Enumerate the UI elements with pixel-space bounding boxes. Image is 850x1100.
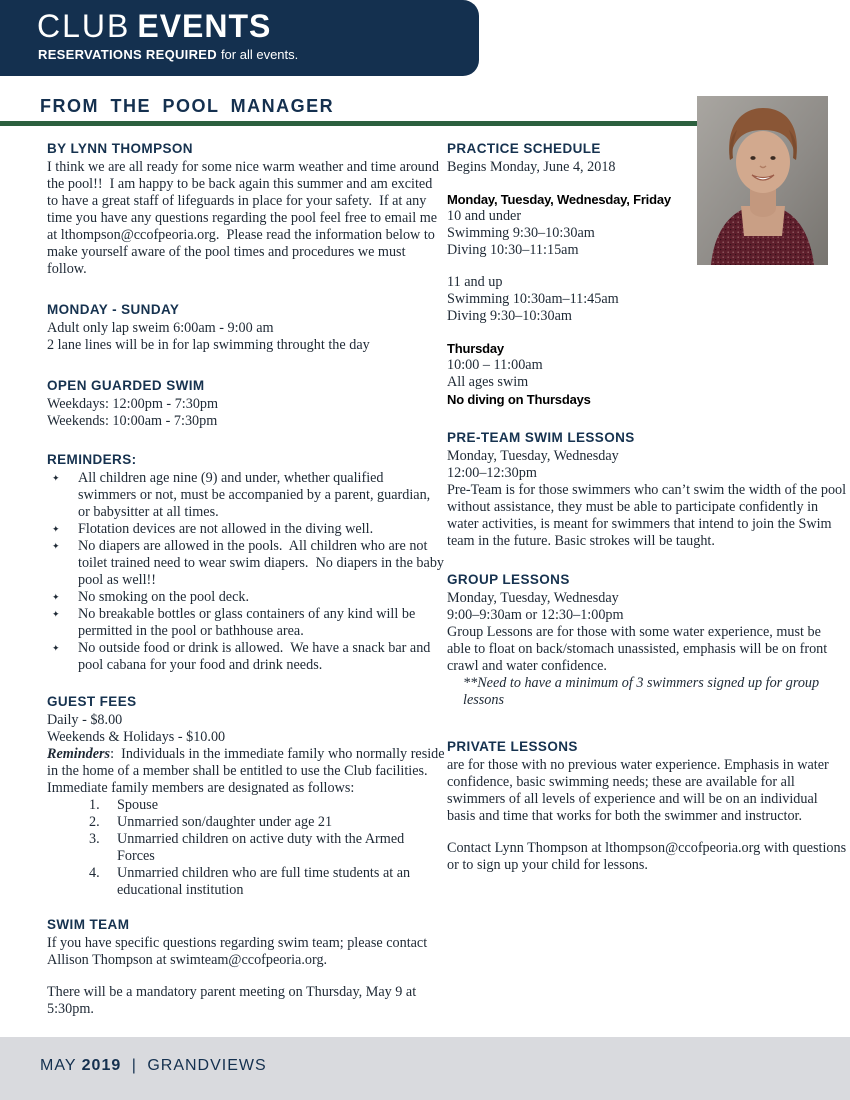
page-title: FROM THE POOL MANAGER	[40, 96, 335, 116]
list-item: ✦ No breakable bottles or glass containers of any kind will be permitted in the pool or bathhouse area.	[47, 606, 445, 640]
guest-fees-paragraph: Reminders: Individuals in the immediate family who normally reside in the home of a member shall be entitled to use the Club facilities. Immediate family members are designated as follows:	[47, 746, 449, 796]
reminders-heading: REMINDERS:	[47, 452, 137, 467]
list-number: 1.	[89, 797, 100, 813]
guest-fees-heading: GUEST FEES	[47, 694, 137, 709]
bullet-icon: ✦	[52, 473, 60, 483]
list-item: 4. Unmarried children who are full time students at an educational institution	[89, 865, 414, 898]
practice-line: Diving 10:30–11:15am	[447, 242, 579, 258]
monday-sunday-section	[47, 302, 445, 354]
practice-schedule-section	[447, 141, 848, 408]
list-item: 1. Spouse	[89, 797, 158, 813]
monday-sunday-line: 2 lane lines will be in for lap swimming throught the day	[47, 337, 370, 353]
group-line: Monday, Tuesday, Wednesday	[447, 590, 619, 606]
header-subtitle-rest: for all events.	[220, 47, 299, 62]
group-paragraph: Group Lessons are for those with some water experience, must be able to float on back/stomach unassisted, emphasis will be on front crawl and water confidence.	[447, 624, 831, 674]
private-paragraph: are for those with no previous water experience. Emphasis in water confidence, basic swimming needs; these are available for all swimmers of all levels of experience and will be on an individual basis and time that works for both the swimmer and instructor.	[447, 757, 833, 824]
list-item: ✦ All children age nine (9) and under, whether qualified swimmers or not, must be accompanied by a parent, guardian, or babysitter at all times.	[47, 470, 445, 521]
preteam-line: Monday, Tuesday, Wednesday	[447, 448, 619, 464]
spacer	[447, 325, 848, 340]
monday-sunday-heading: MONDAY - SUNDAY	[47, 302, 180, 317]
guest-fees-section	[47, 694, 449, 899]
practice-line: Diving 9:30–10:30am	[447, 308, 572, 324]
group-lessons-section	[447, 572, 848, 709]
open-guarded-swim-section	[47, 378, 445, 430]
bullet-icon: ✦	[52, 541, 60, 551]
practice-line: 10:00 – 11:00am	[447, 357, 543, 373]
list-item: 3. Unmarried children on active duty with the Armed Forces	[89, 831, 408, 864]
no-diving-note: No diving on Thursdays	[447, 392, 591, 407]
reminders-label: Reminders	[47, 746, 111, 762]
preteam-line: 12:00–12:30pm	[447, 465, 537, 481]
bullet-icon: ✦	[52, 592, 60, 602]
spacer	[447, 176, 848, 191]
right-column	[447, 141, 848, 874]
practice-line: 11 and up	[447, 274, 503, 290]
private-contact-paragraph: Contact Lynn Thompson at lthompson@ccofpeoria.org with questions or to sign up your child for lessons.	[447, 840, 850, 873]
list-item: ✦ Flotation devices are not allowed in the diving well.	[47, 521, 445, 538]
header-banner	[0, 0, 479, 76]
swim-team-paragraph: If you have specific questions regarding swim team; please contact Allison Thompson at swimteam@ccofpeoria.org.	[47, 935, 430, 968]
group-lessons-heading: GROUP LESSONS	[447, 572, 570, 587]
preteam-heading: PRE-TEAM SWIM LESSONS	[447, 430, 635, 445]
private-lessons-section	[447, 739, 848, 874]
guest-fees-line: Weekends & Holidays - $10.00	[47, 729, 226, 745]
bullet-icon: ✦	[52, 643, 60, 653]
list-item: ✦ No diapers are allowed in the pools. All children who are not toilet trained need to wear swim diapers. No diapers in the baby pool as well!!	[47, 538, 445, 589]
swim-team-paragraph: There will be a mandatory parent meeting on Thursday, May 9 at 5:30pm.	[47, 984, 420, 1017]
byline-heading: BY LYNN THOMPSON	[47, 141, 193, 156]
header-title-club: CLUB	[37, 8, 131, 44]
footer-year: 2019	[81, 1057, 122, 1074]
footer-text	[40, 1057, 267, 1075]
header-subtitle-bold: RESERVATIONS REQUIRED	[38, 47, 217, 62]
practice-line: Swimming 10:30am–11:45am	[447, 291, 619, 307]
practice-line: 10 and under	[447, 208, 522, 224]
bullet-icon: ✦	[52, 524, 60, 534]
reminders-section	[47, 452, 448, 674]
practice-begins-line: Begins Monday, June 4, 2018	[447, 159, 616, 175]
practice-thursday-title: Thursday	[447, 341, 504, 356]
header-subtitle	[38, 47, 298, 62]
guest-fees-line: Daily - $8.00	[47, 712, 123, 728]
swim-team-heading: SWIM TEAM	[47, 917, 130, 932]
group-minimum-note: **Need to have a minimum of 3 swimmers signed up for group lessons	[463, 675, 823, 708]
practice-days-title: Monday, Tuesday, Wednesday, Friday	[447, 192, 671, 207]
practice-line: All ages swim	[447, 374, 529, 390]
green-divider	[0, 121, 697, 126]
footer-month: MAY	[40, 1057, 77, 1074]
open-guarded-swim-line: Weekdays: 12:00pm - 7:30pm	[47, 396, 219, 412]
list-number: 4.	[89, 865, 100, 881]
list-number: 3.	[89, 831, 100, 847]
list-item: ✦ No smoking on the pool deck.	[47, 589, 445, 606]
preteam-paragraph: Pre-Team is for those swimmers who can’t swim the width of the pool without assistance, they must be able to participate confidently in water activities, is meant for swimmers that intend to join the Swim team in the future. Basic strokes will be taught.	[447, 482, 850, 549]
bullet-icon: ✦	[52, 609, 60, 619]
list-item: 2. Unmarried son/daughter under age 21	[89, 814, 333, 830]
header-title-events: EVENTS	[137, 8, 272, 44]
list-item: ✦ No outside food or drink is allowed. We have a snack bar and pool cabana for your food and drink needs.	[47, 640, 445, 674]
group-line: 9:00–9:30am or 12:30–1:00pm	[447, 607, 624, 623]
list-number: 2.	[89, 814, 100, 830]
footer-publication: GRANDVIEWS	[147, 1057, 267, 1074]
open-guarded-swim-line: Weekends: 10:00am - 7:30pm	[47, 413, 218, 429]
footer-separator: |	[131, 1057, 137, 1074]
spacer	[47, 969, 445, 984]
private-lessons-heading: PRIVATE LESSONS	[447, 739, 578, 754]
header-title	[37, 8, 271, 44]
byline-paragraph: I think we are all ready for some nice warm weather and time around the pool!! I am happy to be back again this summer and am excited to have a great staff of lifeguards in place for your safety. If at any time you have any questions regarding the pool feel free to email me at lthompson@ccofpeoria.org. Please read the information below to make yourself aware of the pool times and procedures we must follow.	[47, 159, 443, 277]
monday-sunday-line: Adult only lap sweim 6:00am - 9:00 am	[47, 320, 274, 336]
practice-schedule-heading: PRACTICE SCHEDULE	[447, 141, 601, 156]
footer-band	[0, 1037, 850, 1100]
byline-section	[47, 141, 445, 278]
spacer	[447, 825, 848, 840]
practice-line: Swimming 9:30–10:30am	[447, 225, 595, 241]
swim-team-section	[47, 917, 445, 1018]
open-guarded-swim-heading: OPEN GUARDED SWIM	[47, 378, 205, 393]
left-column	[47, 141, 449, 1018]
preteam-lessons-section	[447, 430, 848, 550]
spacer	[447, 259, 848, 274]
